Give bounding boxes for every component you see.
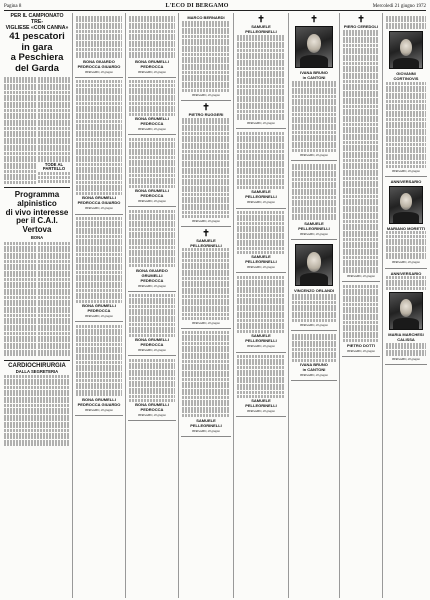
obituary [342,13,380,282]
obituary [291,13,337,161]
obituary-name: SAMUELE PELLEGRINELLI [190,417,222,428]
obituary-date: BERGAMO, 20 giugno [85,69,113,74]
obituary [128,135,176,207]
column-rule [339,13,340,598]
obituary-name: BONA GRUMELLI PEDROCCA [135,116,169,127]
portrait-photo [389,186,423,224]
obituary [128,13,176,78]
cross-icon: ✝ [357,14,365,24]
obituary-date: BERGAMO, 20 giugno [247,344,275,349]
obituary-date: BERGAMO, 20 giugno [192,428,220,433]
obituary-name: GIOVANNI CORTINOVIS [393,71,419,82]
obituary [385,269,427,366]
obituary-name: BONA GRUMELLI PEDROCCA GIUARDO [77,396,121,407]
obituary [291,240,337,331]
obituary-name: PIETRO DOTTI [347,342,375,348]
obituary [128,356,176,421]
article2-headline: Programma alpinistico di vivo interesse per il C.A.I. Vertova [5,190,69,234]
column-8 [385,13,427,598]
obituary-name: SAMUELE PELLEGRINELLI [245,189,277,200]
obituary-name: BONA GIUARDO PEDROCCA GIUARDO [77,58,121,69]
obituary-name: SAMUELE PELLEGRINELLI [190,237,222,248]
article1-body [4,76,70,184]
obituary-date: BERGAMO, 20 giugno [300,152,328,157]
column-2 [75,13,123,598]
article3-kicker: DALLA SEGRETERIA [15,369,59,375]
obituary-date: BERGAMO, 20 giugno [138,127,166,132]
obituary-date: BERGAMO, 20 giugno [247,265,275,270]
obituary [236,353,286,418]
obituary-date: BERGAMO, 20 giugno [247,200,275,205]
obituary [181,13,231,101]
obituary-name: MARIANO MORETTI [386,225,426,231]
obituary-date: BERGAMO, 20 giugno [347,274,375,279]
issue-date: Mercoledì 21 giugno 1972 [372,3,426,9]
cross-icon: ✝ [202,227,210,238]
obituary [385,177,427,269]
obituary-name: MARCO BERNARDI [187,15,225,20]
obituary [236,13,286,129]
cross-icon: ✝ [310,14,318,24]
column-1 [4,13,70,598]
obituary-date: BERGAMO, 20 giugno [138,283,166,288]
obituary-date: BERGAMO, 20 giugno [392,357,420,362]
obituary-name: SAMUELE PELLEGRINELLI [245,254,277,265]
article2-section: BONA [30,235,44,241]
obituary-date: BERGAMO, 20 giugno [85,314,113,319]
obituary [342,282,380,356]
obituary-date: BERGAMO, 20 giugno [138,199,166,204]
article3-headline: CARDIOCHIRURGIA [8,363,66,370]
anniversary-title: ANNIVERSARIO [390,178,422,184]
obituary-name: IVANA BRUNO in CANTONI [300,70,328,80]
obituary-date: BERGAMO, 20 giugno [300,232,328,237]
obituary-date: BERGAMO, 20 giugno [192,92,220,97]
column-3 [128,13,176,598]
column-rule [125,13,126,598]
article1-headline: 41 pescatori in gara a Peschiera del Garda [9,31,65,74]
obituary [128,78,176,136]
portrait-photo [389,31,423,69]
obituary [128,292,176,357]
obituary [291,161,337,240]
column-4 [181,13,231,598]
portrait-photo [295,244,333,286]
obituary-name: PIERO CEREDOLI [343,24,379,29]
article1-kicker: PER IL CAMPIONATO TRE- VIGLIESE «CON CANNA» [5,13,69,31]
obituary [236,209,286,274]
column-7 [342,13,380,598]
obituary [236,129,286,208]
obituary-name: BONA GRUMELLI PEDROCCA [135,402,169,413]
portrait-photo [389,292,423,330]
results-title: TODE AL PARTELLO [42,162,66,172]
obituary-date: BERGAMO, 20 giugno [138,69,166,74]
obituary-date: BERGAMO, 20 giugno [300,373,328,378]
obituary-name: VINCENZO ORLANDI [294,288,334,294]
obituary [385,13,427,177]
column-rule [72,13,73,598]
obituary-name: BONA GRUMELLI PEDROCCA [135,337,169,348]
obituary-date: BERGAMO, 20 giugno [392,168,420,173]
obituary [128,207,176,291]
obituary [236,273,286,352]
obituary-name: IVANA BRUNO in CANTONI [300,362,328,373]
obituary [75,322,123,416]
column-rule [233,13,234,598]
obituary-name: BONA GIUARDO GRUMELLI PEDROCCA [136,267,168,283]
obituary-date: BERGAMO, 20 giugno [138,348,166,353]
obituary-date: BERGAMO, 20 giugno [85,206,113,211]
anniversary-title: ANNIVERSARIO [390,270,422,276]
column-rule [178,13,179,598]
obituary [75,215,123,323]
obituary-name: SAMUELE PELLEGRINELLI [245,24,277,34]
page-number: Pagina 8 [4,3,22,9]
obituary-date: BERGAMO, 20 giugno [392,260,420,265]
obituary-name: MARIA MARCHESI CALISSA [388,331,424,342]
obituary-date: BERGAMO, 20 giugno [247,409,275,414]
page-header [4,2,426,11]
obituary-date: BERGAMO, 20 giugno [347,348,375,353]
obituary [181,329,231,437]
column-5 [236,13,286,598]
obituary-date: BERGAMO, 20 giugno [192,320,220,325]
obituary-date: BERGAMO, 20 giugno [85,407,113,412]
obituary-name: BONA GRUMELLI PEDROCCA [82,303,116,314]
obituary-date: BERGAMO, 20 giugno [300,322,328,327]
article2-body [4,241,70,357]
obituary-name: SAMUELE PELLEGRINELLI [245,333,277,344]
obituary-name: BONA GRUMELLI PEDROCCA GIUARDO [77,195,121,206]
portrait-photo [295,26,333,68]
obituary-name: SAMUELE PELLEGRINELLI [245,398,277,409]
obituary-name: SAMUELE PELLEGRINELLI [298,221,330,232]
obituary-date: BERGAMO, 20 giugno [247,121,275,126]
obituary-name: PIETRO RUGGERI [188,111,224,117]
obituary-date: BERGAMO, 20 giugno [138,413,166,418]
masthead: L'ECO DI BERGAMO [165,3,229,9]
cross-icon: ✝ [202,101,210,112]
column-rule [288,13,289,598]
obituary [181,227,231,329]
obituary [181,101,231,227]
obituary-name: BONA GRUMELLI PEDROCCA [135,188,169,199]
obituary [75,78,123,215]
cross-icon: ✝ [257,14,265,24]
column-6 [291,13,337,598]
column-rule [382,13,383,598]
obituary [291,331,337,381]
obituary-date: BERGAMO, 20 giugno [192,218,220,223]
obituary [75,13,123,78]
obituary-name: BONA GRUMELLI PEDROCCA [135,58,169,69]
